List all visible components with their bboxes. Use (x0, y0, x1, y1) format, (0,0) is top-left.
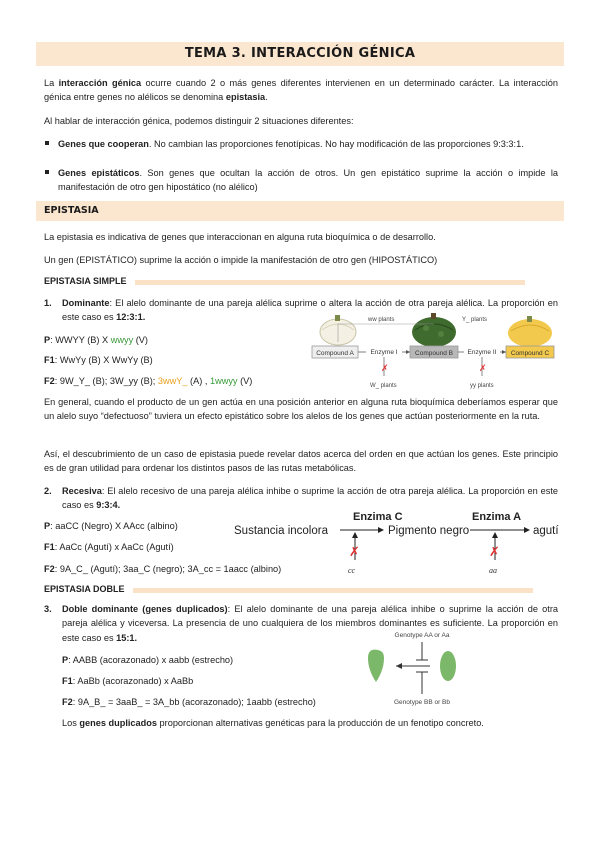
squash-yellow-image (508, 316, 552, 347)
heart-leaf-icon (368, 650, 384, 682)
item-term: Recesiva (62, 486, 102, 496)
text: : WWYY (B) X (50, 335, 111, 345)
enzyme2-label: Enzyme II (467, 349, 497, 356)
label: P (44, 521, 51, 531)
section-epistasia (36, 201, 564, 221)
cross-p (44, 333, 148, 347)
cross-mark-a: ✗ (489, 544, 500, 559)
bullet-term: Genes epistáticos (58, 168, 140, 178)
label: F1 (62, 676, 73, 686)
cross3-f1 (62, 674, 193, 688)
cross3-f2 (62, 695, 316, 709)
enzyme-a-label: Enzima A (472, 511, 522, 523)
label: P (44, 335, 51, 345)
item-term: Doble dominante (genes duplicados) (62, 604, 228, 614)
text-green: wwyy (110, 335, 134, 345)
ww-plants-label: ww plants (368, 317, 395, 323)
bullet-epistaticos (44, 166, 558, 195)
compound-a-label: Compound A (316, 350, 354, 357)
text: (A) , (187, 376, 210, 386)
text: La (44, 78, 59, 88)
item-text: : El alelo dominante de una pareja alélica suprime o altera la acción de otra pareja alélica. La proporción en este caso es (62, 298, 558, 323)
cross2-f1 (44, 540, 174, 554)
item-recesiva (44, 484, 558, 513)
text: (V) (237, 376, 253, 386)
intro-paragraph-2: Al hablar de interacción génica, podemos distinguir 2 situaciones diferentes: (44, 116, 354, 126)
y-plants-label: Y_ plants (462, 317, 488, 323)
text: . (265, 92, 268, 103)
compound-b-label: Compound B (415, 350, 453, 357)
subhead-label: EPISTASIA DOBLE (44, 584, 125, 595)
arrow-a-head (524, 527, 530, 533)
aa-label: aa (489, 566, 497, 575)
bullet-term: Genes que cooperan (58, 139, 149, 149)
simple-paragraph-1: En general, cuando el producto de un gen actúa en una posición anterior en alguna ruta bioquímica deberíamos esperar que un alelo suyo “defectuoso” tuviera un efecto epistático sobre los alelos de los genes que actúan posteriormente en la ruta. (44, 397, 558, 422)
item-ratio: 15:1. (116, 632, 138, 643)
leaf-shape-diagram (360, 628, 480, 710)
squash-green-image (412, 313, 456, 347)
bullet-text: . No cambian las proporciones fenotípicas. No hay modificación de las proporciones 9:3:3:1. (148, 139, 524, 149)
arrow-2-head (502, 350, 506, 354)
conversion-arrow-head (396, 663, 402, 669)
closing-paragraph (62, 716, 484, 730)
bullet-text: . Son genes que ocultan la acción de otros. Un gen epistático suprime la acción o impide la manifestación de otro gen hipostático (no alélico) (58, 168, 558, 193)
item-ratio: 12:3:1. (116, 312, 146, 323)
subhead-doble (44, 583, 533, 597)
label: P (62, 655, 69, 665)
narrow-leaf-icon (440, 651, 456, 681)
cross2-p (44, 519, 178, 533)
title-band (36, 42, 564, 66)
arrow-c-head (378, 527, 384, 533)
pigment-label: Pigmento negro (388, 525, 470, 537)
label: F1 (44, 542, 55, 552)
text: Los (62, 718, 80, 728)
section-heading: EPISTASIA (44, 204, 99, 216)
text: : 9A_B_ = 3aaB_ = 3A_bb (acorazonado); 1aabb (estrecho) (72, 697, 316, 707)
label: F2 (44, 564, 55, 574)
epistasia-paragraph-1: La epistasia es indicativa de genes que interaccionan en alguna ruta bioquímica o de desarrollo. (44, 232, 436, 242)
term-duplicados: genes duplicados (79, 718, 157, 728)
text-green: 1wwyy (209, 376, 238, 386)
bullet-cooperan (44, 137, 558, 151)
text: : 9W_Y_ (B); 3W_yy (B); (54, 376, 158, 386)
yy-plants-label: yy plants (470, 383, 494, 389)
cross-mark-yy: ✗ (479, 363, 487, 373)
item-text: : El alelo recesivo de una pareja alélica inhibe o suprime la acción de otra pareja alélica. La proporción en este caso es (62, 486, 558, 511)
term-epistasia: epistasia (225, 92, 266, 103)
epistasia-paragraph-2: Un gen (EPISTÁTICO) suprime la acción o impide la manifestación de otro gen (HIPOSTÁTICO) (44, 255, 438, 265)
intro-paragraph (44, 76, 558, 105)
subhead-rule (133, 588, 533, 593)
label: F2 (44, 376, 55, 386)
label: F2 (62, 697, 73, 707)
text: proporcionan alternativas genéticas para la producción de un fenotipo concreto. (156, 718, 484, 728)
w-plants-label: W_ plants (370, 383, 397, 389)
text-orange: 3wwY_ (157, 376, 188, 386)
aguti-label: agutí (533, 525, 559, 537)
item-number: 3. (44, 604, 52, 614)
text: : WwYy (B) X WwYy (B) (54, 355, 153, 365)
text: : aaCC (Negro) X AAcc (albino) (50, 521, 178, 531)
item-number: 1. (44, 298, 52, 308)
text: : AaCc (Agutí) x AaCc (Agutí) (54, 542, 174, 552)
item-number: 2. (44, 486, 52, 496)
substance-label: Sustancia incolora (234, 525, 328, 537)
block-a-head (492, 532, 498, 538)
item-term: Dominante (62, 298, 110, 308)
genotype-bottom-label: Genotype BB or Bb (393, 699, 451, 706)
pathway-diagram-squash (310, 310, 560, 392)
text: : 9A_C_ (Agutí); 3aa_C (negro); 3A_cc = 1aacc (albino) (54, 564, 282, 574)
cross3-p (62, 653, 233, 667)
text: (V) (133, 335, 148, 345)
enzyme1-label: Enzyme I (370, 349, 398, 356)
compound-c-label: Compound C (510, 350, 550, 357)
text: : AaBb (acorazonado) x AaBb (72, 676, 194, 686)
subhead-label: EPISTASIA SIMPLE (44, 276, 127, 287)
pathway-diagram-pigment (230, 510, 560, 582)
subhead-simple (44, 275, 525, 289)
genotype-top-label: Genotype AA or Aa (394, 632, 450, 639)
block-c-head (352, 532, 358, 538)
item-ratio: 9:3:4. (96, 500, 121, 511)
cross-mark-c: ✗ (349, 544, 360, 559)
cc-label: cc (348, 566, 356, 575)
cross-f2 (44, 374, 252, 388)
item-text: : El alelo dominante de una pareja alélica inhibe o suprime la acción de otra pareja alélica y viceversa. La presencia de uno cualquiera de los miembros dominantes es suficiente. La proporción en este caso es (62, 604, 558, 643)
subhead-rule (135, 280, 525, 285)
cross-mark-w: ✗ (381, 363, 389, 373)
term-interaccion: interacción génica (58, 78, 142, 88)
cross-f1 (44, 353, 153, 367)
item-doble-dominante (44, 602, 558, 645)
text: ocurre cuando 2 o más genes diferentes intervienen en un determinado carácter. La interacción génica entre genes no alélicos se denomina (44, 78, 558, 103)
simple-paragraph-2: Así, el descubrimiento de un caso de epistasia puede revelar datos acerca del orden en que actúan los genes. Este principio es de gran utilidad para ordenar los distintos pasos de las rutas metabólicas. (44, 449, 558, 474)
text: : AABB (acorazonado) x aabb (estrecho) (68, 655, 234, 665)
enzyme-c-label: Enzima C (353, 511, 403, 523)
label: F1 (44, 355, 55, 365)
page-title: TEMA 3. INTERACCIÓN GÉNICA (184, 45, 416, 61)
arrow-1-head (406, 350, 410, 354)
